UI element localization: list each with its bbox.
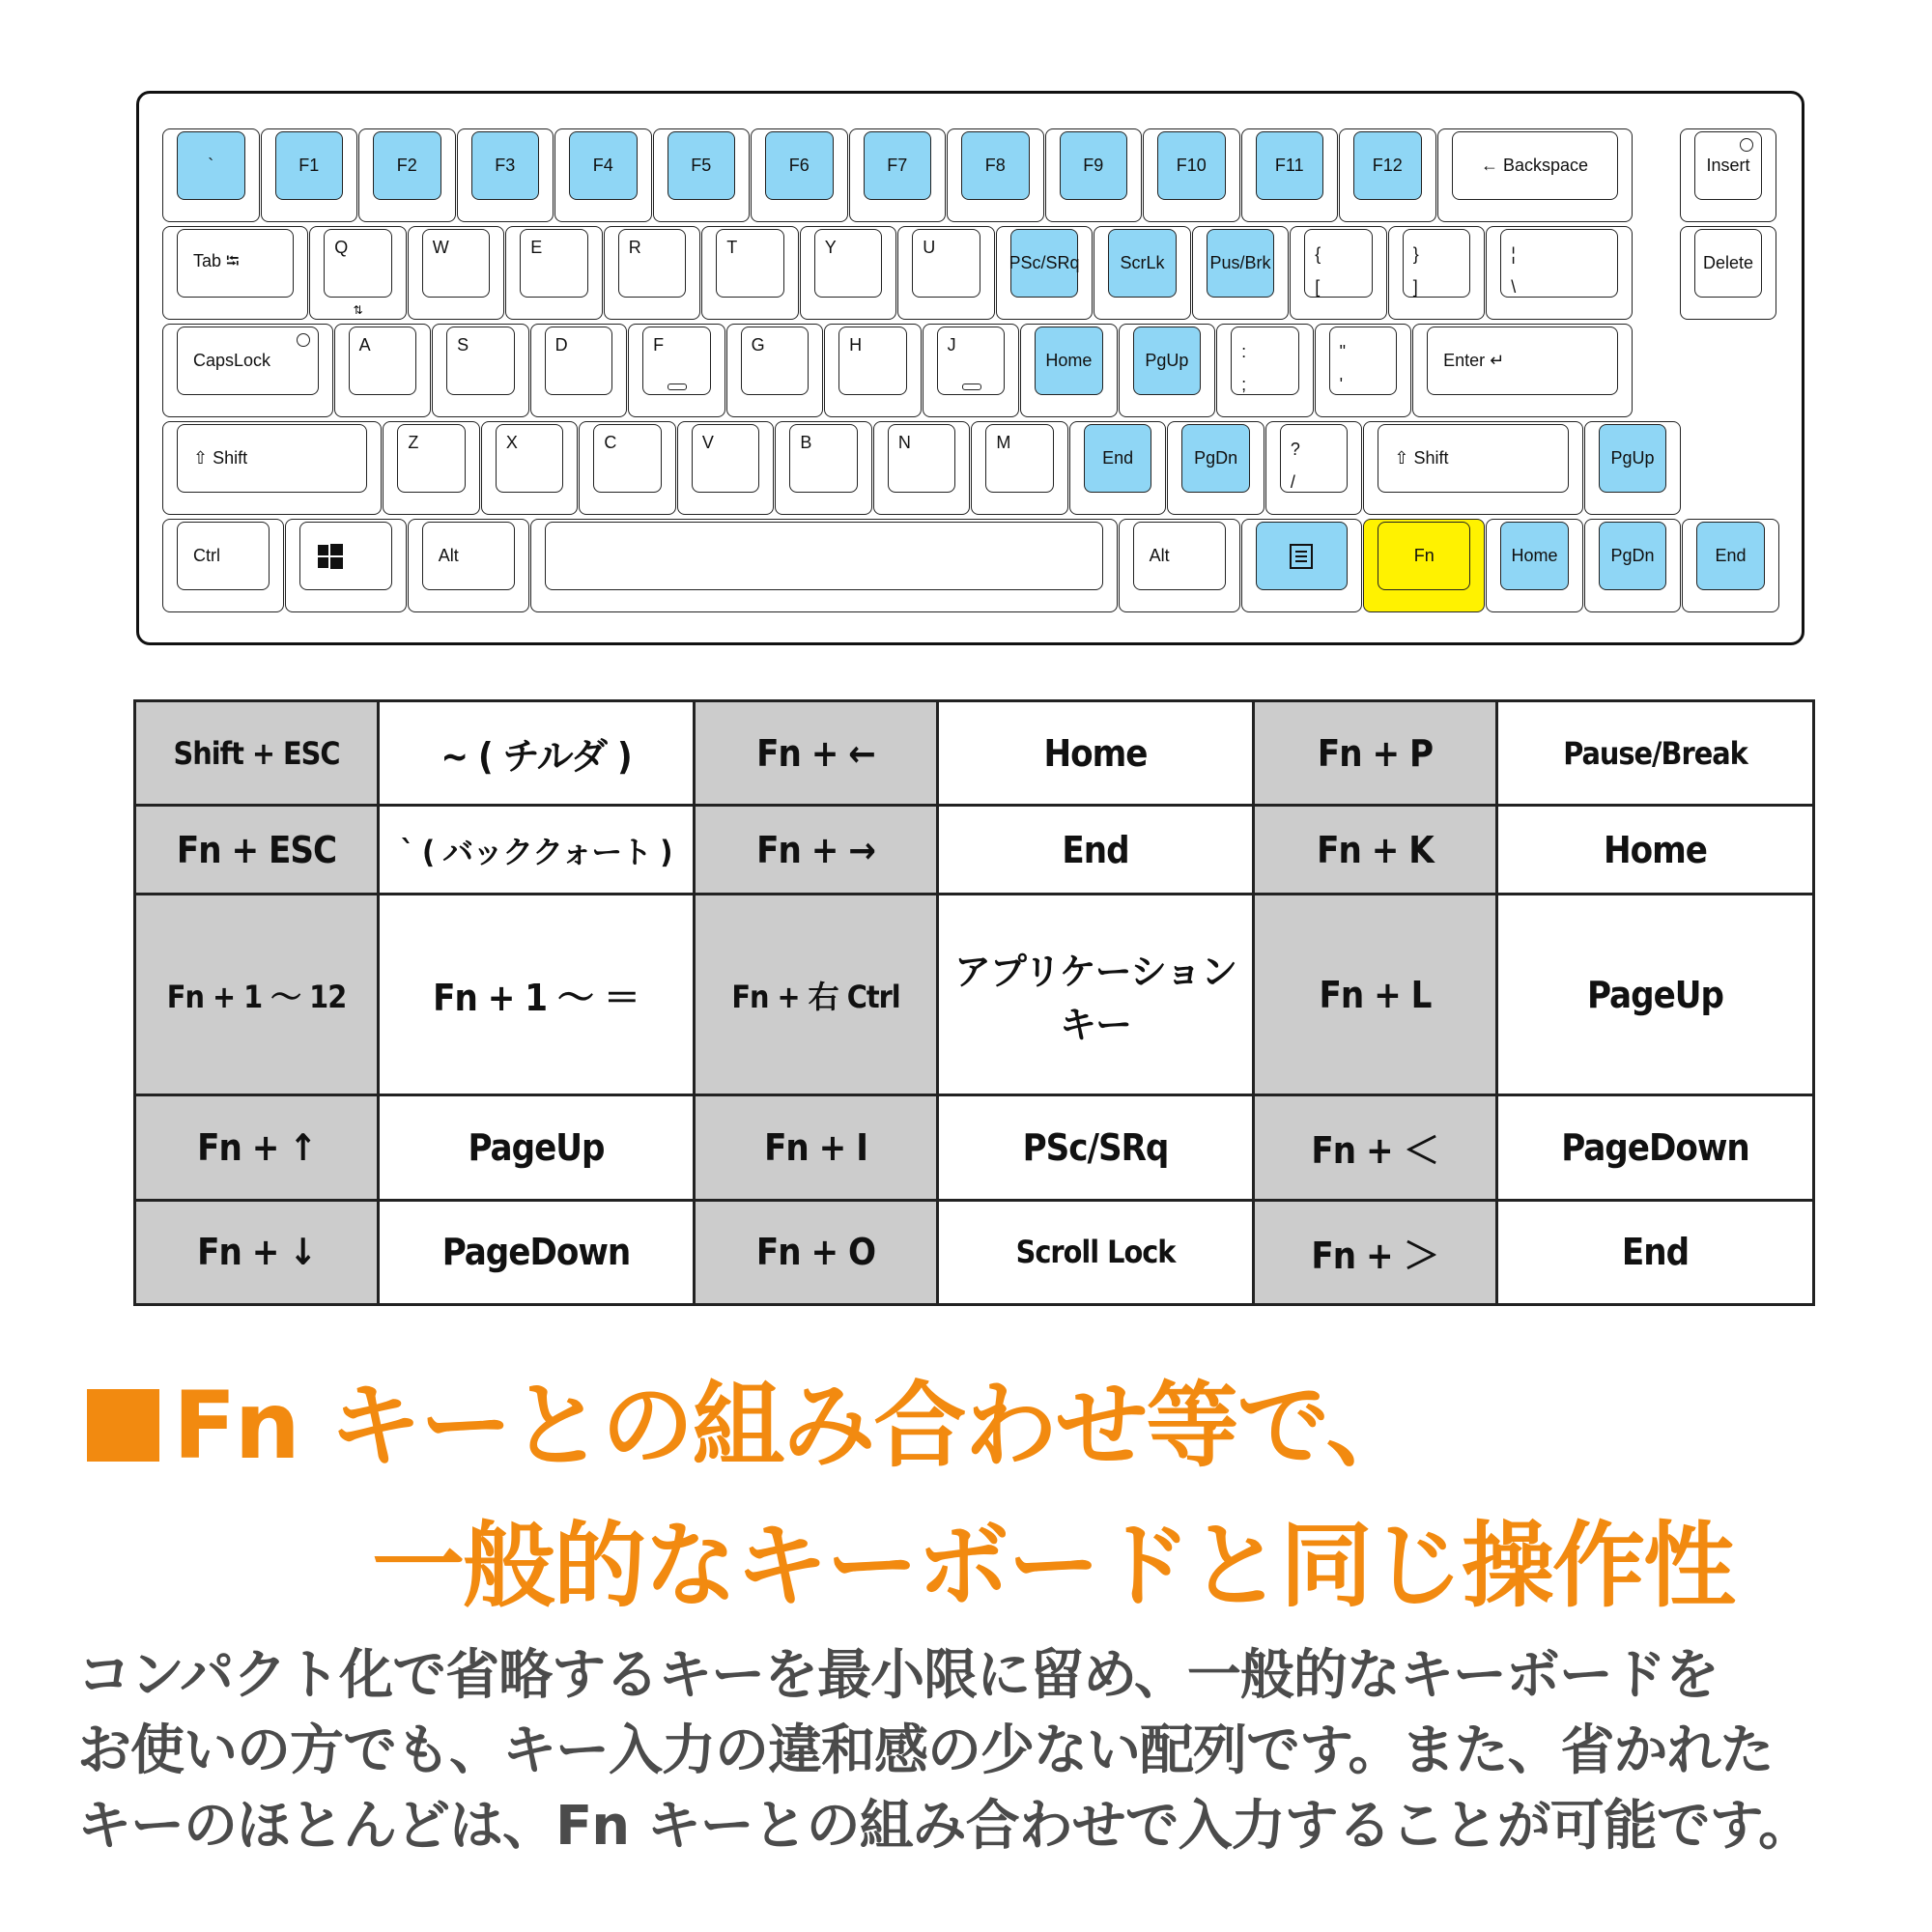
- key-pgdn: [1167, 421, 1264, 515]
- indicator-led-icon: [297, 333, 310, 347]
- result-cell: Pause/Break: [1497, 701, 1814, 806]
- key-label: ⇧ Shift: [193, 448, 248, 468]
- keycap: [1403, 229, 1471, 298]
- result-cell: PageDown: [379, 1200, 695, 1304]
- key-pgup: [1584, 421, 1682, 515]
- key-symbol: [1290, 226, 1387, 320]
- key-label: S: [457, 335, 469, 355]
- heading-line-2: 一般的なキーボードと同じ操作性: [372, 1512, 1734, 1620]
- key-t: [701, 226, 799, 320]
- keycap: [1084, 424, 1152, 493]
- keycap: [1694, 131, 1762, 200]
- key-v: [677, 421, 775, 515]
- keycap: [177, 327, 319, 395]
- key-label: Y: [824, 238, 837, 257]
- keycap: [1256, 522, 1349, 590]
- key-insert: [1680, 128, 1776, 222]
- key-label: Home: [1045, 351, 1093, 370]
- key-label: Pus/Brk: [1209, 253, 1271, 272]
- key-combo-cell: Fn + ←: [695, 701, 938, 806]
- key-fn: [1363, 519, 1485, 612]
- keycap: [1500, 522, 1569, 590]
- key-label: Z: [408, 433, 419, 452]
- key-combo-cell: Fn + ＞: [1254, 1200, 1497, 1304]
- key-combo-cell: Fn + P: [1254, 701, 1497, 806]
- key-label: H: [849, 335, 863, 355]
- key-end: [1069, 421, 1167, 515]
- keycap: [324, 229, 392, 298]
- key-combo-cell: Fn + ↓: [135, 1200, 379, 1304]
- key-capslock: [162, 324, 333, 417]
- keycap: [1599, 522, 1667, 590]
- key-label: F2: [396, 156, 417, 175]
- key-f1: [261, 128, 358, 222]
- sub-legend: ⇅: [353, 303, 363, 317]
- key-enter: [1412, 324, 1632, 417]
- key-g: [726, 324, 824, 417]
- heading-line-1: [87, 1352, 1416, 1485]
- key-f6: [751, 128, 848, 222]
- key-pgdn: [1584, 519, 1682, 612]
- keycap: [814, 229, 883, 298]
- key-end: [1682, 519, 1779, 612]
- key-backspace: [1437, 128, 1633, 222]
- key-combo-cell: Fn + 1 ～ 12: [135, 895, 379, 1095]
- fn-key-mapping-table: [133, 699, 1815, 1306]
- key-home: [1486, 519, 1583, 612]
- key-windows: [285, 519, 407, 612]
- keycap: [177, 229, 294, 298]
- key-label: Home: [1511, 546, 1558, 565]
- key-label: ScrLk: [1120, 253, 1165, 272]
- key-symbol: [1315, 324, 1412, 417]
- keycap: [545, 327, 613, 395]
- key-alt: [408, 519, 529, 612]
- key-shift: [1363, 421, 1582, 515]
- keycap: [177, 424, 367, 493]
- keycap: [1696, 522, 1765, 590]
- keycap: [1207, 229, 1275, 298]
- key-label: R: [628, 238, 641, 257]
- key-label: J: [947, 335, 956, 355]
- keycap: [1500, 229, 1617, 298]
- key-label: A: [358, 335, 371, 355]
- key-label: V: [701, 433, 714, 452]
- body-line-1: コンパクト化で省略するキーを最小限に留め、一般的なキーボードを: [77, 1644, 1719, 1707]
- key-label: PgDn: [1610, 546, 1655, 565]
- keycap: [864, 131, 932, 200]
- key-label: B: [800, 433, 812, 452]
- table-row: [135, 895, 1814, 1095]
- key-tab: [162, 226, 308, 320]
- key-label: Q: [334, 238, 349, 257]
- keycap: [692, 424, 760, 493]
- key-label: CapsLock: [193, 351, 271, 370]
- keycap: [520, 229, 588, 298]
- key-label: F11: [1274, 156, 1304, 175]
- key-label: } ]: [1412, 244, 1419, 297]
- key-u: [897, 226, 995, 320]
- keycap: [912, 229, 980, 298]
- table-row: [135, 1200, 1814, 1304]
- key-label: { [: [1315, 244, 1321, 297]
- key-combo-cell: Fn + I: [695, 1095, 938, 1200]
- key-combo-cell: Fn + ＜: [1254, 1095, 1497, 1200]
- keycap: [422, 229, 491, 298]
- result-cell: Scroll Lock: [938, 1200, 1254, 1304]
- key-label: End: [1715, 546, 1747, 565]
- key-label: M: [996, 433, 1011, 452]
- result-cell: Fn + 1 ～ ＝: [379, 895, 695, 1095]
- keycap: [1181, 424, 1250, 493]
- key-label: T: [726, 238, 738, 257]
- menu-icon: [1290, 544, 1313, 569]
- key-f11: [1241, 128, 1339, 222]
- keycap: [1133, 327, 1202, 395]
- result-cell: PSc/SRq: [938, 1095, 1254, 1200]
- keycap: [642, 327, 711, 395]
- key-label: PgDn: [1194, 448, 1238, 468]
- body-line-2: お使いの方でも、キー入力の違和感の少ない配列です。また、省かれた: [77, 1719, 1774, 1782]
- key-label: ¦ \: [1511, 244, 1517, 297]
- key-y: [800, 226, 897, 320]
- keycap: [177, 131, 245, 200]
- key-b: [775, 421, 872, 515]
- key-f9: [1045, 128, 1143, 222]
- key-symbol: [162, 128, 260, 222]
- table-row: [135, 701, 1814, 806]
- result-cell: ~ ( チルダ ): [379, 701, 695, 806]
- key-pus-brk: [1192, 226, 1290, 320]
- keycap: [1280, 424, 1349, 493]
- indicator-led-icon: [1740, 138, 1753, 152]
- key-d: [530, 324, 628, 417]
- key-label: Fn: [1413, 546, 1435, 565]
- key-label: PgUp: [1610, 448, 1655, 468]
- key-label: F6: [788, 156, 810, 175]
- key-delete: [1680, 226, 1776, 320]
- key-label: F9: [1083, 156, 1104, 175]
- key-e: [505, 226, 603, 320]
- home-row-bump-icon: [962, 384, 981, 390]
- keycap: [373, 131, 441, 200]
- keycap: [1157, 131, 1226, 200]
- key-combo-cell: Fn + ESC: [135, 806, 379, 895]
- keycap: [1599, 424, 1667, 493]
- key-label: " ': [1339, 342, 1347, 394]
- key-c: [579, 421, 676, 515]
- keycap: [716, 229, 784, 298]
- table-row: [135, 1095, 1814, 1200]
- key-label: Ctrl: [193, 546, 220, 565]
- key-s: [432, 324, 529, 417]
- keycap: [1256, 131, 1324, 200]
- key-label: F8: [984, 156, 1006, 175]
- key-label: Alt: [1149, 546, 1170, 565]
- key-f8: [947, 128, 1044, 222]
- key-x: [481, 421, 579, 515]
- key-a: [334, 324, 432, 417]
- keycap: [985, 424, 1054, 493]
- key-m: [971, 421, 1068, 515]
- keycap: [789, 424, 858, 493]
- result-cell: Home: [1497, 806, 1814, 895]
- keycap: [593, 424, 662, 493]
- keycap: [1010, 229, 1079, 298]
- key-r: [604, 226, 701, 320]
- key-pgup: [1119, 324, 1216, 417]
- key-h: [824, 324, 922, 417]
- key-label: F1: [298, 156, 320, 175]
- key-f12: [1339, 128, 1436, 222]
- keycap: [668, 131, 736, 200]
- key-combo-cell: Shift + ESC: [135, 701, 379, 806]
- key-f2: [358, 128, 456, 222]
- key-symbol: [1216, 324, 1314, 417]
- key-f10: [1143, 128, 1240, 222]
- key-label: C: [604, 433, 617, 452]
- keycap: [888, 424, 956, 493]
- key-f4: [554, 128, 652, 222]
- key-scrlk: [1094, 226, 1191, 320]
- keycap: [422, 522, 515, 590]
- keycap: [1427, 327, 1617, 395]
- result-cell: End: [1497, 1200, 1814, 1304]
- key-label: PSc/SRq: [1009, 253, 1080, 272]
- windows-logo-icon: [318, 544, 343, 569]
- key-n: [873, 421, 971, 515]
- table-row: [135, 806, 1814, 895]
- keycap: [471, 131, 540, 200]
- keycap: [1452, 131, 1618, 200]
- key-label: D: [554, 335, 568, 355]
- square-bullet-icon: [87, 1389, 159, 1462]
- result-cell: End: [938, 806, 1254, 895]
- key-label: F7: [887, 156, 908, 175]
- key-label: W: [432, 238, 449, 257]
- keycap: [177, 522, 270, 590]
- key-home: [1020, 324, 1118, 417]
- key-label: F10: [1176, 156, 1207, 175]
- key-f3: [457, 128, 554, 222]
- keycap: [765, 131, 834, 200]
- key-space: [530, 519, 1118, 612]
- result-cell: ` ( バッククォート ): [379, 806, 695, 895]
- result-cell: Home: [938, 701, 1254, 806]
- key-label: ? /: [1290, 440, 1300, 492]
- key-f: [628, 324, 725, 417]
- key-label: F4: [592, 156, 613, 175]
- keycap: [397, 424, 466, 493]
- keycap: [1378, 424, 1568, 493]
- keycap: [1133, 522, 1226, 590]
- key-combo-cell: Fn + ↑: [135, 1095, 379, 1200]
- keycap: [838, 327, 907, 395]
- key-label: F: [653, 335, 665, 355]
- key-j: [923, 324, 1020, 417]
- keycap: [1060, 131, 1128, 200]
- key-label: G: [751, 335, 765, 355]
- key-label: Alt: [438, 546, 459, 565]
- key-label: ⇧ Shift: [1394, 448, 1449, 468]
- key-label: ← Backspace: [1480, 156, 1589, 175]
- key-label: Tab ⭾: [193, 250, 240, 270]
- key-label: PgUp: [1145, 351, 1189, 370]
- key-label: : ;: [1241, 342, 1247, 394]
- key-label: End: [1102, 448, 1134, 468]
- key-label: F3: [495, 156, 516, 175]
- key-label: E: [530, 238, 543, 257]
- keycap: [1353, 131, 1422, 200]
- keycap: [496, 424, 564, 493]
- heading-text-1: Fn キーとの組み合わせ等で、: [173, 1372, 1417, 1480]
- keycap: [275, 131, 344, 200]
- keycap: [1378, 522, 1470, 590]
- key-label: U: [923, 238, 936, 257]
- key-combo-cell: Fn + O: [695, 1200, 938, 1304]
- keycap: [1329, 327, 1398, 395]
- key-label: Delete: [1702, 253, 1754, 272]
- key-w: [408, 226, 505, 320]
- body-line-3: キーのほとんどは、Fn キーとの組み合わせで入力することが可能です。: [77, 1795, 1812, 1858]
- key-combo-cell: Fn + →: [695, 806, 938, 895]
- key-label: F12: [1372, 156, 1403, 175]
- key-symbol: [1265, 421, 1363, 515]
- key-f7: [849, 128, 947, 222]
- key-label: Enter ↵: [1443, 351, 1505, 370]
- key-combo-cell: Fn + L: [1254, 895, 1497, 1095]
- result-cell: PageUp: [379, 1095, 695, 1200]
- key-combo-cell: Fn + 右 Ctrl: [695, 895, 938, 1095]
- result-cell: アプリケーションキー: [938, 895, 1254, 1095]
- key-psc-srq: [996, 226, 1094, 320]
- key-shift: [162, 421, 382, 515]
- keycap: [1304, 229, 1373, 298]
- keycap: [618, 229, 687, 298]
- keycap: [1035, 327, 1103, 395]
- keycap: [349, 327, 417, 395]
- key-ctrl: [162, 519, 284, 612]
- keycap: [961, 131, 1030, 200]
- keycap: [1108, 229, 1177, 298]
- keycap: [299, 522, 392, 590]
- key-label: F5: [691, 156, 712, 175]
- key-combo-cell: Fn + K: [1254, 806, 1497, 895]
- result-cell: PageDown: [1497, 1095, 1814, 1200]
- keycap: [1231, 327, 1299, 395]
- key-z: [383, 421, 480, 515]
- key-label: X: [505, 433, 518, 452]
- key-alt: [1119, 519, 1240, 612]
- key-label: N: [897, 433, 911, 452]
- keycap: [937, 327, 1006, 395]
- key-label: `: [208, 156, 214, 175]
- keyboard-diagram: [136, 91, 1804, 645]
- keycap: [569, 131, 638, 200]
- key-menu: [1241, 519, 1363, 612]
- home-row-bump-icon: [668, 384, 687, 390]
- keycap: [545, 522, 1103, 590]
- key-q: [309, 226, 407, 320]
- key-label: Insert: [1706, 156, 1750, 175]
- keycap: [1694, 229, 1762, 298]
- keycap: [446, 327, 515, 395]
- key-symbol: [1486, 226, 1632, 320]
- result-cell: PageUp: [1497, 895, 1814, 1095]
- keycap: [741, 327, 810, 395]
- key-f5: [653, 128, 751, 222]
- key-symbol: [1388, 226, 1486, 320]
